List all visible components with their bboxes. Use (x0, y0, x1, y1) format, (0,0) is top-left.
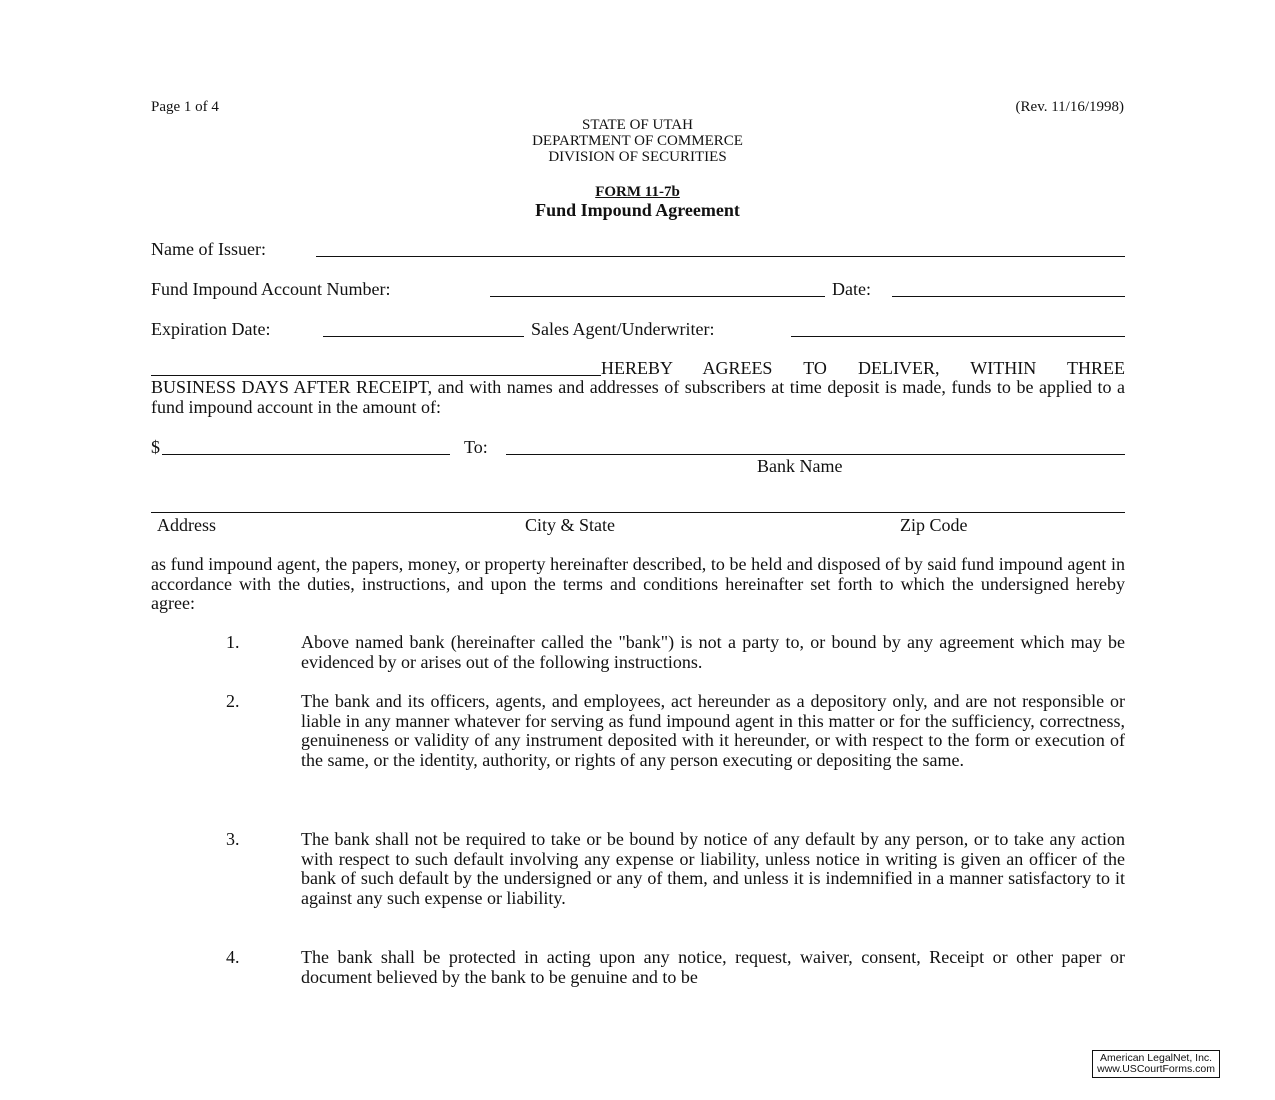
footer-company: American LegalNet, Inc. (1100, 1052, 1213, 1064)
item-number: 3. (226, 829, 240, 849)
date-field[interactable] (892, 296, 1125, 297)
date-label: Date: (832, 279, 871, 299)
address-label: Address (157, 515, 216, 535)
expiration-date-field[interactable] (323, 336, 524, 337)
item-text: The bank shall be protected in acting upon any notice, request, waiver, consent, Receipt or other paper or document believed by the bank to be genuine and to be (301, 947, 1125, 987)
page-number: Page 1 of 4 (151, 99, 219, 115)
item-number: 2. (226, 691, 240, 711)
expiration-date-label: Expiration Date: (151, 319, 271, 339)
issuer-label: Name of Issuer: (151, 239, 266, 259)
item-text: Above named bank (hereinafter called the "bank") is not a party to, or bound by any agreement which may be evidenced by or arises out of the following instructions. (301, 632, 1125, 672)
agree-text: BUSINESS DAYS AFTER RECEIPT, and with names and addresses of subscribers at time deposit is made, funds to be applied to a fund impound account in the amount of: (151, 377, 1125, 417)
depositor-name-field[interactable] (151, 375, 601, 376)
account-number-label: Fund Impound Account Number: (151, 279, 391, 299)
item-number: 4. (226, 947, 240, 967)
header-department: DEPARTMENT OF COMMERCE (532, 133, 743, 149)
agent-paragraph: as fund impound agent, the papers, money, or property hereinafter described, to be held and disposed of by said fund impound agent in accordance with the duties, instructions, and upon the terms and conditions hereinafter set forth to which the undersigned hereby agree: (151, 554, 1125, 614)
item-text: The bank shall not be required to take or be bound by notice of any default by any person, or to take any action with respect to such default involving any expense or liability, unless notice in writing is given an officer of the bank of such default by the undersigned or any of them, and unless it is indemnified in a manner satisfactory to it against any such expense or liability. (301, 829, 1125, 908)
zip-code-label: Zip Code (900, 515, 968, 535)
account-number-field[interactable] (490, 296, 825, 297)
to-label: To: (464, 437, 488, 457)
city-state-label: City & State (525, 515, 615, 535)
bank-name-label: Bank Name (757, 456, 843, 476)
header-division: DIVISION OF SECURITIES (548, 149, 727, 165)
dollar-sign: $ (151, 437, 160, 457)
form-id: FORM 11-7b (595, 184, 680, 200)
agree-heading: HEREBY AGREES TO DELIVER, WITHIN THREE (601, 358, 1125, 378)
bank-name-field[interactable] (506, 454, 1125, 455)
sales-agent-label: Sales Agent/Underwriter: (531, 319, 715, 339)
issuer-field[interactable] (316, 256, 1125, 257)
item-text: The bank and its officers, agents, and employees, act hereunder as a depository only, and are not responsible or liable in any manner whatever for serving as fund impound agent in this matter or for the sufficiency, correctness, genuineness or validity of any instrument deposited with it hereunder, or with respect to the form or execution of the same, or the identity, authority, or rights of any person executing or depositing the same. (301, 691, 1125, 770)
footer-stamp (1092, 1050, 1220, 1078)
address-field[interactable] (151, 512, 1125, 513)
footer-website: www.USCourtForms.com (1097, 1063, 1215, 1075)
form-title: Fund Impound Agreement (535, 200, 740, 220)
header-state: STATE OF UTAH (582, 117, 693, 133)
revision-date: (Rev. 11/16/1998) (1015, 99, 1124, 115)
item-number: 1. (226, 632, 240, 652)
sales-agent-field[interactable] (791, 336, 1125, 337)
amount-field[interactable] (162, 454, 450, 455)
